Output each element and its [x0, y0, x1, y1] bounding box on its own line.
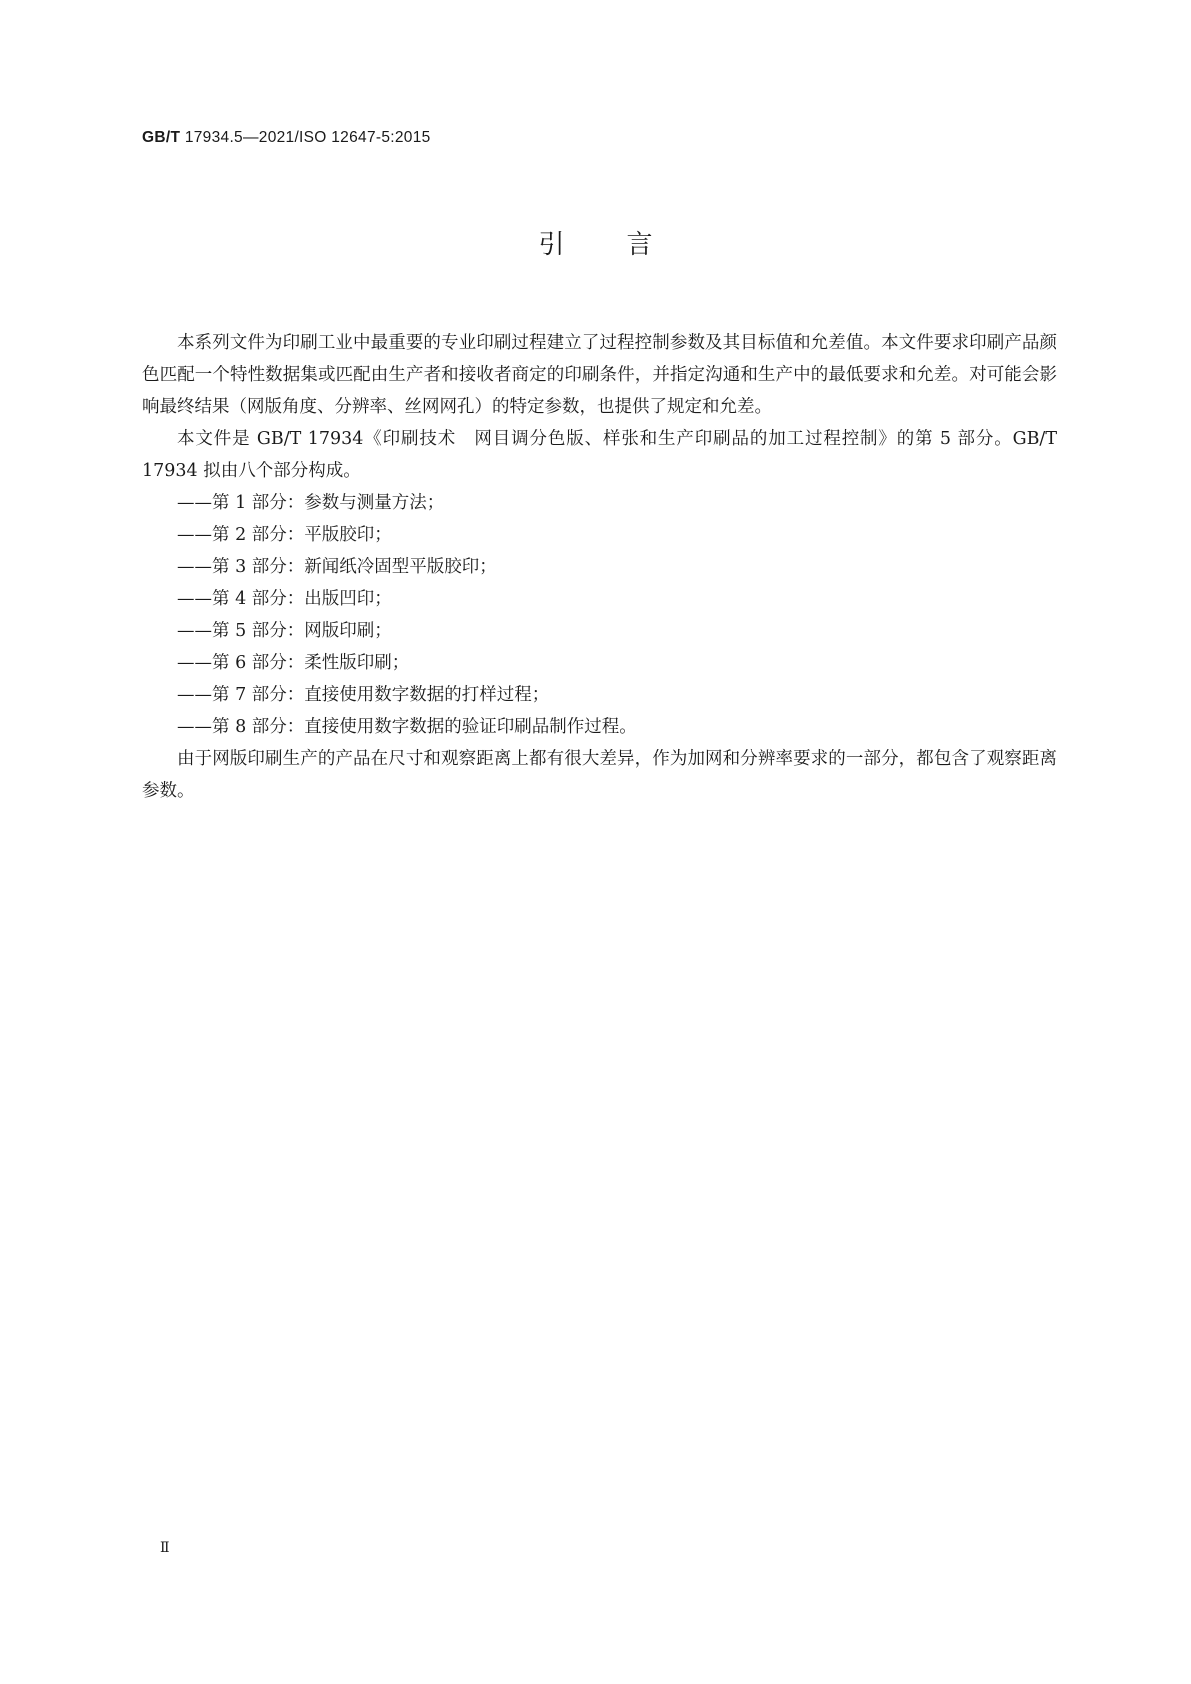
list-item: ——第 1 部分：参数与测量方法；	[177, 493, 445, 513]
list-item: ——第 2 部分：平版胶印；	[177, 525, 392, 545]
standard-code: GB/T	[142, 129, 181, 146]
page-title: 引言	[538, 230, 715, 260]
standard-number: 17934.5—2021/ISO 12647-5:2015	[180, 129, 431, 146]
list-item: ——第 3 部分：新闻纸冷固型平版胶印；	[177, 557, 497, 577]
document-body	[142, 327, 1057, 807]
parts-list	[142, 487, 1057, 743]
list-item: ——第 4 部分：出版凹印；	[177, 589, 392, 609]
list-item: ——第 7 部分：直接使用数字数据的打样过程；	[177, 685, 550, 705]
paragraph-viewing-distance: 由于网版印刷生产的产品在尺寸和观察距离上都有很大差异，作为加网和分辨率要求的一部分，都包含了观察距离参数。	[142, 749, 1057, 801]
paragraph-series: 本文件是 GB/T 17934《印刷技术 网目调分色版、样张和生产印刷品的加工过程控制》的第 5 部分。GB/T 17934 拟由八个部分构成。	[142, 429, 1057, 481]
list-item: ——第 5 部分：网版印刷；	[177, 621, 392, 641]
list-item: ——第 6 部分：柔性版印刷；	[177, 653, 410, 673]
list-item: ——第 8 部分：直接使用数字数据的验证印刷品制作过程。	[177, 717, 637, 737]
paragraph-intro: 本系列文件为印刷工业中最重要的专业印刷过程建立了过程控制参数及其目标值和允差值。本文件要求印刷产品颜色匹配一个特性数据集或匹配由生产者和接收者商定的印刷条件，并指定沟通和生产中的最低要求和允差。对可能会影响最终结果（网版角度、分辨率、丝网网孔）的特定参数，也提供了规定和允差。	[142, 333, 1057, 417]
standard-header	[142, 128, 431, 147]
page-number: Ⅱ	[160, 1540, 170, 1556]
